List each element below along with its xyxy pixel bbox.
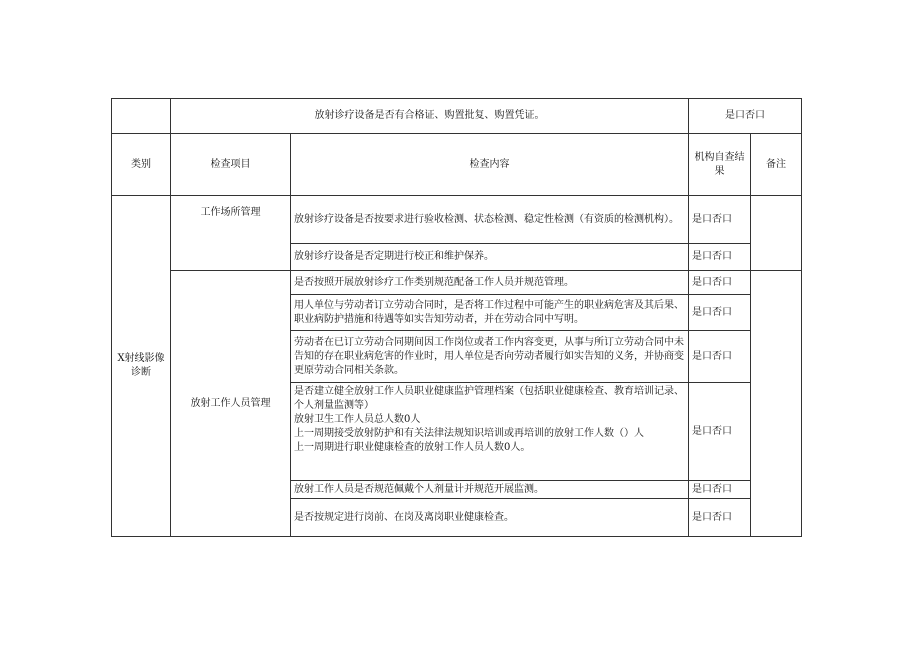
row-content: 放射诊疗设备是否按要求进行验收检测、状态检测、稳定性检测（有资质的检测机构）。 xyxy=(291,196,689,244)
row-result: 是口否口 xyxy=(689,481,751,499)
row-result: 是口否口 xyxy=(689,271,751,295)
table-row xyxy=(112,196,802,244)
archive-line: 是否建立健全放射工作人员职业健康监护管理档案（包括职业健康检查、教育培训记录、个人剂量监测等） xyxy=(294,386,684,411)
header-note: 备注 xyxy=(751,134,802,196)
top-row xyxy=(112,99,802,134)
note-cell xyxy=(751,271,802,537)
archive-line: 上一周期进行职业健康检查的放射工作人员人数0人。 xyxy=(294,442,531,453)
archive-line: 放射卫生工作人员总人数0人 xyxy=(294,414,421,425)
row-content: 放射诊疗设备是否定期进行校正和维护保养。 xyxy=(291,244,689,271)
section-item-workplace: 工作场所管理 xyxy=(171,196,291,271)
row-content-archive xyxy=(291,383,689,481)
row-result: 是口否口 xyxy=(689,499,751,537)
header-category: 类别 xyxy=(112,134,171,196)
row-result: 是口否口 xyxy=(689,244,751,271)
category-cell: X射线影像诊断 xyxy=(112,196,171,537)
header-item: 检查项目 xyxy=(171,134,291,196)
top-row-empty-cell xyxy=(112,99,171,134)
header-content: 检查内容 xyxy=(291,134,689,196)
row-content: 是否按规定进行岗前、在岗及离岗职业健康检查。 xyxy=(291,499,689,537)
row-content: 劳动者在已订立劳动合同期间因工作岗位或者工作内容变更，从事与所订立劳动合同中未告知的存在职业病危害的作业时，用人单位是否向劳动者履行如实告知的义务，并协商变更原劳动合同相关条款。 xyxy=(291,331,689,383)
top-row-content: 放射诊疗设备是否有合格证、购置批复、购置凭证。 xyxy=(171,99,689,134)
table-row xyxy=(112,271,802,295)
inspection-table xyxy=(111,98,802,537)
top-row-result: 是口否口 xyxy=(689,99,802,134)
row-result: 是口否口 xyxy=(689,295,751,331)
note-cell xyxy=(751,196,802,271)
section-item-staff: 放射工作人员管理 xyxy=(171,271,291,537)
row-content: 是否按照开展放射诊疗工作类别规范配备工作人员并规范管理。 xyxy=(291,271,689,295)
row-content: 放射工作人员是否规范佩戴个人剂量计并规范开展监测。 xyxy=(291,481,689,499)
row-result: 是口否口 xyxy=(689,383,751,481)
header-row xyxy=(112,134,802,196)
row-content: 用人单位与劳动者订立劳动合同时，是否将工作过程中可能产生的职业病危害及其后果、职业病防护措施和待遇等如实告知劳动者，并在劳动合同中写明。 xyxy=(291,295,689,331)
header-result: 机构自查结果 xyxy=(689,134,751,196)
archive-line: 上一周期接受放射防护和有关法律法规知识培训或再培训的放射工作人数（）人 xyxy=(294,428,644,439)
row-result: 是口否口 xyxy=(689,331,751,383)
row-result: 是口否口 xyxy=(689,196,751,244)
